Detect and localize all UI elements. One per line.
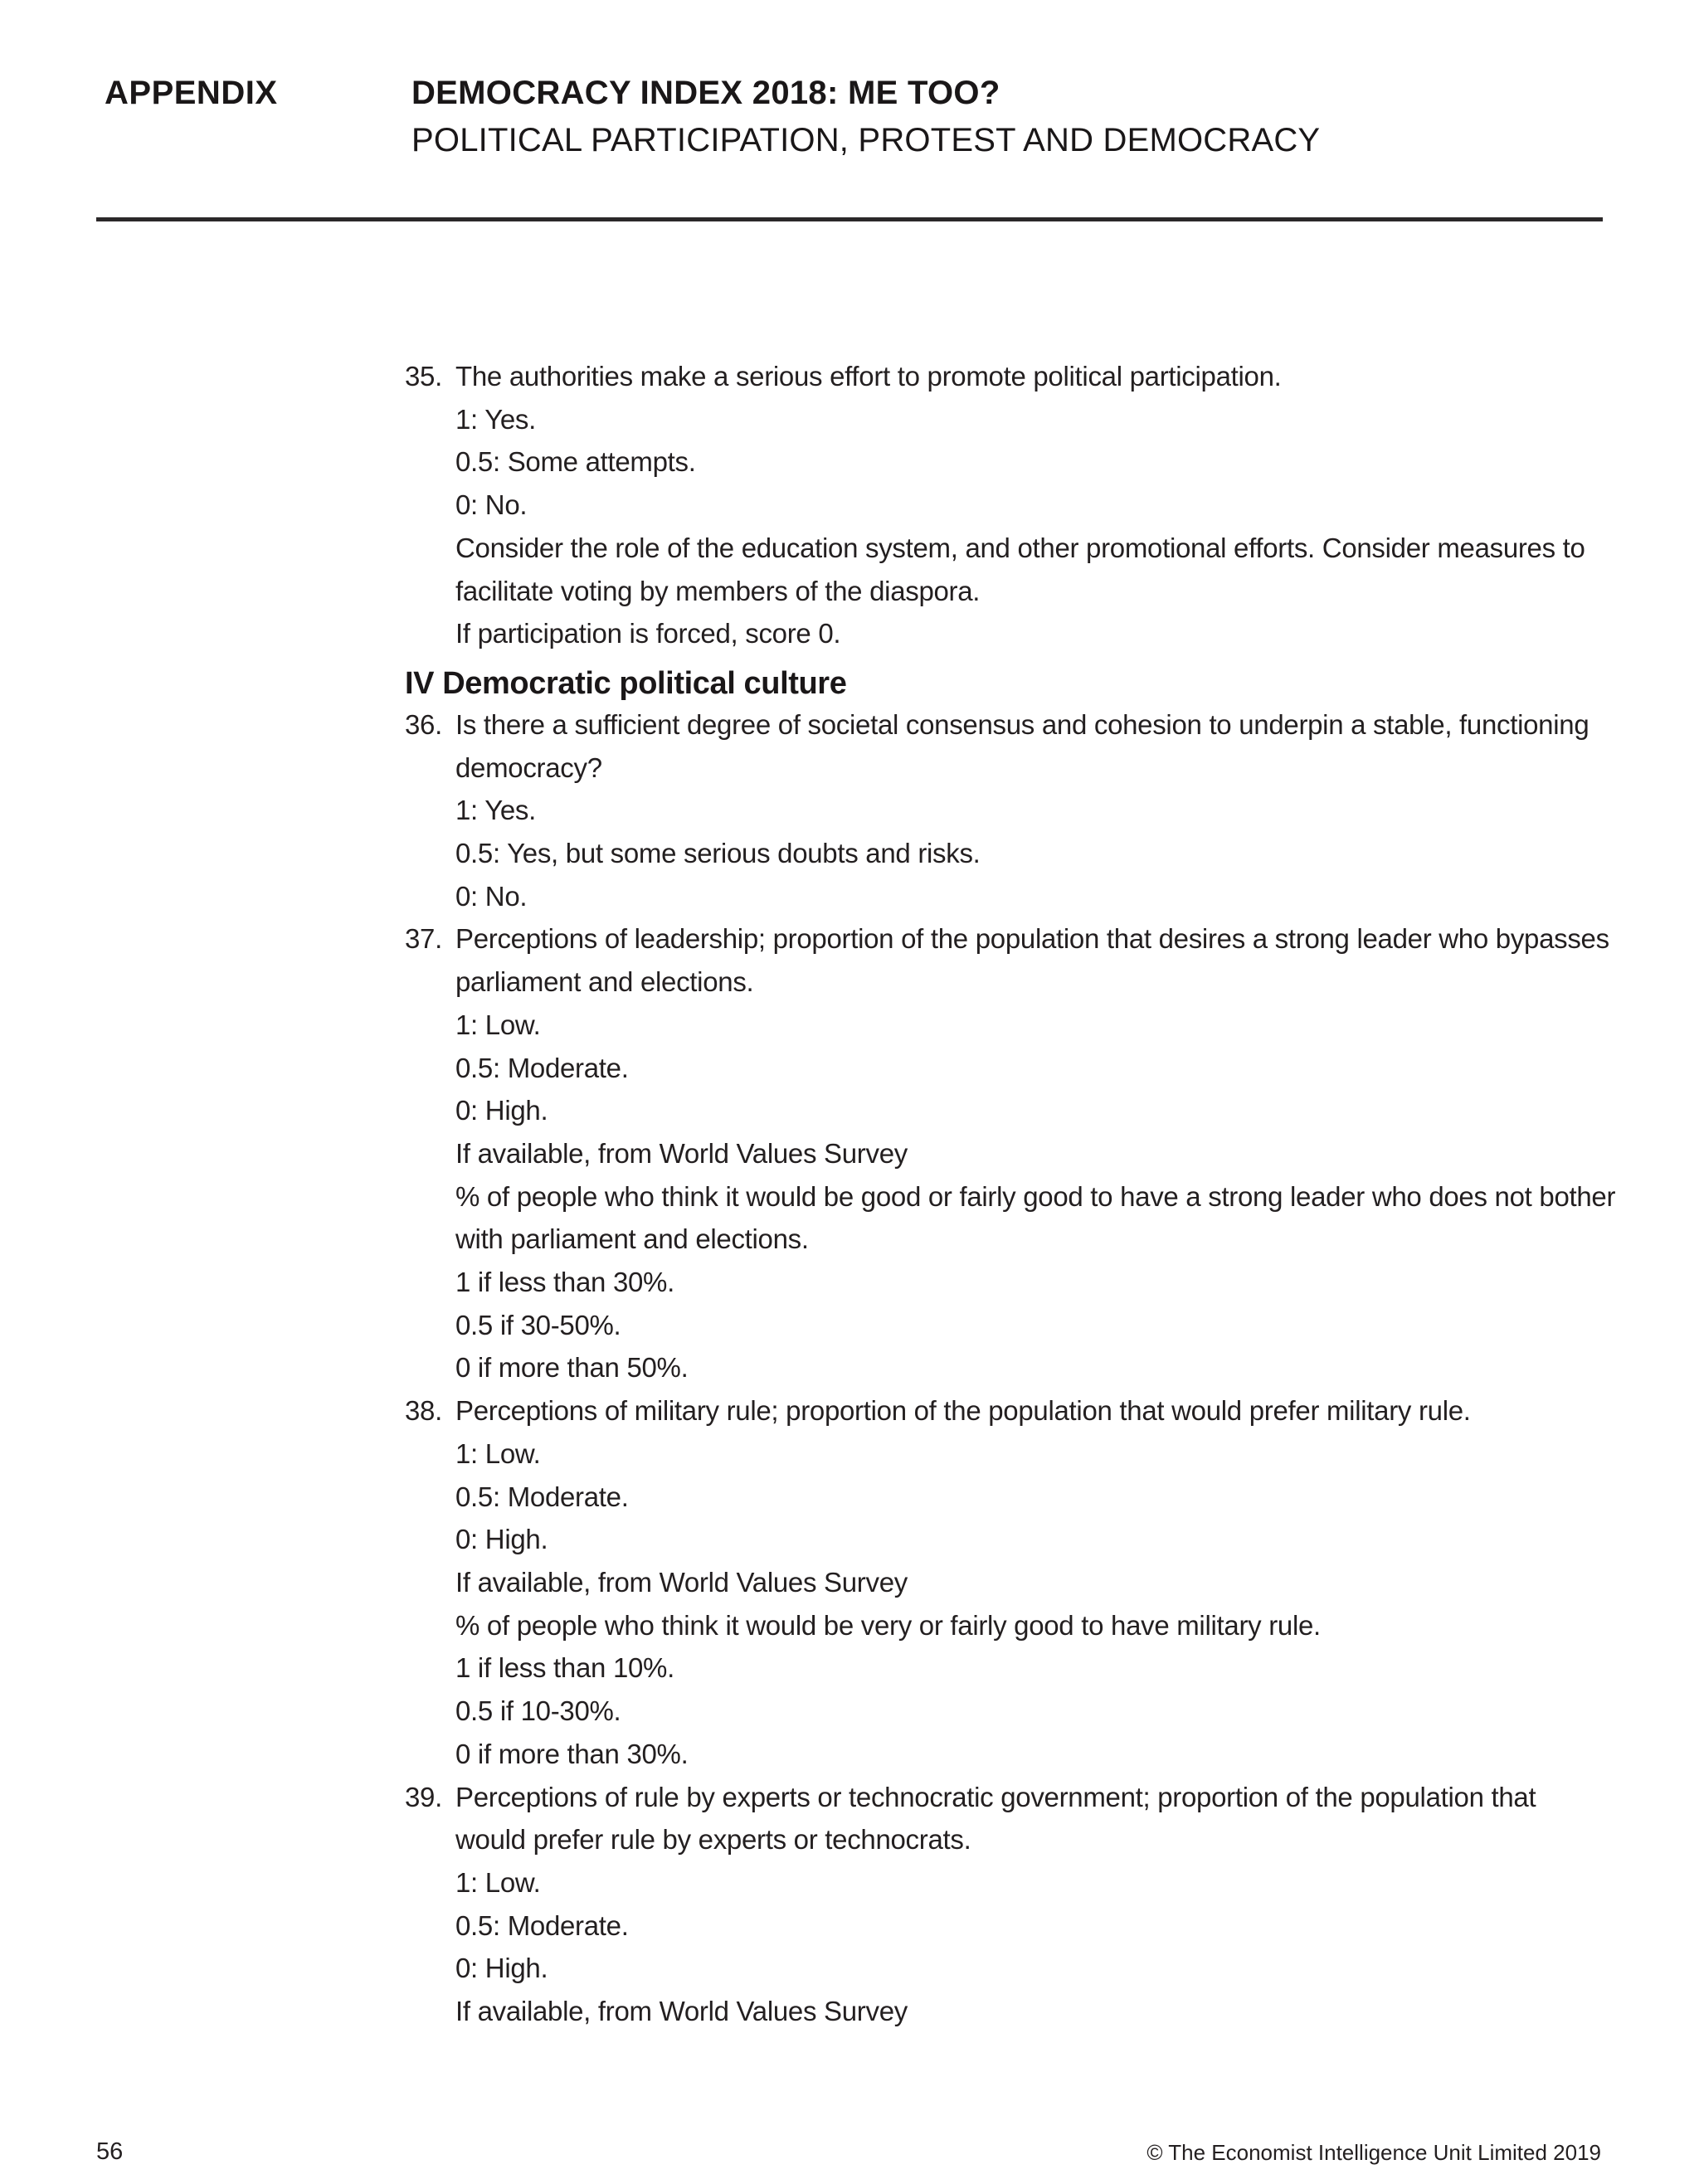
score-option: 0.5: Moderate. <box>455 1909 629 1941</box>
score-option: 1: Yes. <box>455 795 536 826</box>
score-option: 0.5: Moderate. <box>455 1481 629 1512</box>
question-37 <box>405 917 1616 1389</box>
threshold-rule: 0 if more than 30%. <box>455 1738 689 1769</box>
header-title: DEMOCRACY INDEX 2018: ME TOO? <box>411 75 1000 111</box>
guidance-text: Consider the role of the education system, and other promotional efforts. Consider measures to <box>455 532 1585 563</box>
threshold-rule: 1 if less than 10%. <box>455 1652 674 1684</box>
score-option: 1: Yes. <box>455 403 536 435</box>
copyright-notice: © The Economist Intelligence Unit Limited 2019 <box>1146 2140 1601 2165</box>
question-39 <box>405 1776 1616 2033</box>
question-36 <box>405 703 1616 918</box>
header-section-label: APPENDIX <box>105 75 278 111</box>
score-option: 1: Low. <box>455 1866 541 1898</box>
question-text: Perceptions of rule by experts or technocratic government; proportion of the population that <box>455 1781 1536 1812</box>
document-body <box>405 355 1616 2033</box>
score-option: 0: No. <box>455 489 528 521</box>
guidance-text: with parliament and elections. <box>455 1223 809 1255</box>
header-rule <box>96 217 1603 221</box>
guidance-text: If participation is forced, score 0. <box>455 618 841 649</box>
question-number: 35. <box>405 361 442 392</box>
question-number: 39. <box>405 1781 442 1812</box>
score-option: 0: High. <box>455 1524 548 1555</box>
score-option: 0: High. <box>455 1095 548 1126</box>
guidance-text: If available, from World Values Survey <box>455 1996 908 2027</box>
header-subtitle: POLITICAL PARTICIPATION, PROTEST AND DEMOCRACY <box>411 122 1321 158</box>
guidance-text: % of people who think it would be good or fairly good to have a strong leader who does not bother <box>455 1180 1616 1212</box>
question-text: democracy? <box>455 752 602 783</box>
question-number: 36. <box>405 708 442 740</box>
page-number: 56 <box>96 2138 124 2165</box>
question-text: parliament and elections. <box>455 966 754 998</box>
question-number: 37. <box>405 923 442 955</box>
question-text: would prefer rule by experts or technocrats. <box>455 1824 971 1856</box>
score-option: 0: No. <box>455 880 528 912</box>
question-38 <box>405 1389 1616 1775</box>
question-text: Perceptions of military rule; proportion of the population that would prefer military rule. <box>455 1395 1471 1427</box>
question-35 <box>405 355 1616 655</box>
guidance-text: facilitate voting by members of the diaspora. <box>455 575 981 606</box>
score-option: 0.5: Yes, but some serious doubts and risks. <box>455 838 981 869</box>
section-heading: IV Democratic political culture <box>405 665 847 701</box>
question-number: 38. <box>405 1395 442 1427</box>
threshold-rule: 0.5 if 10-30%. <box>455 1695 621 1727</box>
question-text: Perceptions of leadership; proportion of the population that desires a strong leader who bypasses <box>455 923 1609 955</box>
score-option: 1: Low. <box>455 1009 541 1040</box>
guidance-text: If available, from World Values Survey <box>455 1566 908 1598</box>
question-text: Is there a sufficient degree of societal consensus and cohesion to underpin a stable, functioning <box>455 708 1589 740</box>
score-option: 0.5: Moderate. <box>455 1052 629 1083</box>
score-option: 1: Low. <box>455 1437 541 1469</box>
guidance-text: % of people who think it would be very or fairly good to have military rule. <box>455 1609 1321 1641</box>
threshold-rule: 1 if less than 30%. <box>455 1267 674 1298</box>
threshold-rule: 0.5 if 30-50%. <box>455 1309 621 1340</box>
question-text: The authorities make a serious effort to promote political participation. <box>455 361 1282 392</box>
guidance-text: If available, from World Values Survey <box>455 1137 908 1169</box>
score-option: 0: High. <box>455 1953 548 1984</box>
threshold-rule: 0 if more than 50%. <box>455 1352 689 1384</box>
score-option: 0.5: Some attempts. <box>455 446 696 478</box>
